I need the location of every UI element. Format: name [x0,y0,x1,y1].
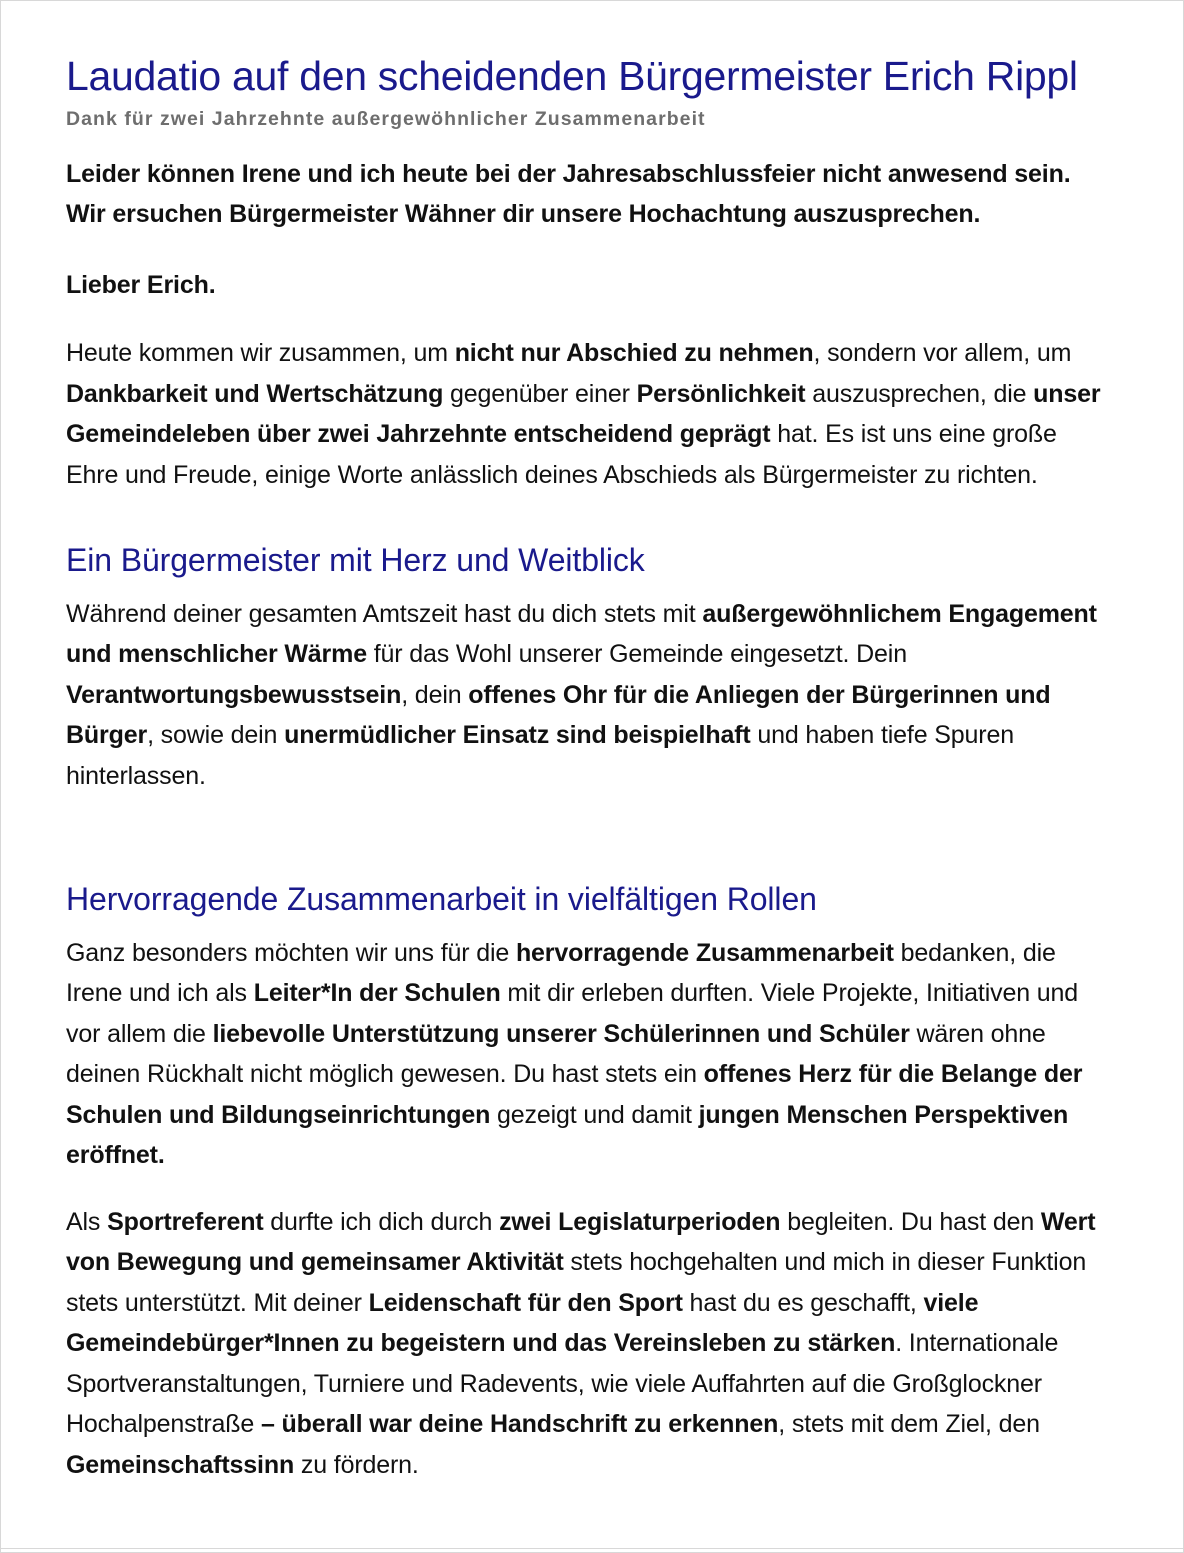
section-heading-1: Ein Bürgermeister mit Herz und Weitblick [66,542,645,579]
intro-paragraph: Heute kommen wir zusammen, um nicht nur Abschied zu nehmen, sondern vor allem, um Dankbarkeit und Wertschätzung gegenüber einer Persönlichkeit auszusprechen, die unser Gemeindeleben über zwei Jahrzehnte entscheidend geprägt hat. Es ist uns eine große Ehre und Freude, einige Worte anlässlich deines Abschieds als Bürgermeister zu richten. [66,339,1101,489]
page-subtitle: Dank für zwei Jahrzehnte außergewöhnlicher Zusammenarbeit [66,107,706,130]
section-1-paragraph-1: Während deiner gesamten Amtszeit hast du dich stets mit außergewöhnlichem Engagement und menschlicher Wärme für das Wohl unserer Gemeinde eingesetzt. Dein Verantwortungsbewusstsein, dein offenes Ohr für die Anliegen der Bürgerinnen und Bürger, sowie dein unermüdlicher Einsatz sind beispielhaft und haben tiefe Spuren hinterlassen. [66,599,1097,790]
paragraph-spacer [66,822,1114,878]
lead-paragraph: Leider können Irene und ich heute bei der Jahresabschlussfeier nicht anwesend sein. Wir ersuchen Bürgermeister Wähner dir unsere Hochachtung auszusprechen. [66,159,1071,229]
page-title: Laudatio auf den scheidenden Bürgermeister Erich Rippl [66,53,1078,99]
salutation-paragraph: Lieber Erich. [66,270,216,299]
section-heading-2: Hervorragende Zusammenarbeit in vielfältigen Rollen [66,881,817,918]
section-2-paragraph-1: Ganz besonders möchten wir uns für die hervorragende Zusammenarbeit bedanken, die Irene und ich als Leiter*In der Schulen mit dir erleben durften. Viele Projekte, Initiativen und vor allem die liebevolle Unterstützung unserer Schülerinnen und Schüler wären ohne deinen Rückhalt nicht möglich gewesen. Du hast stets ein offenes Herz für die Belange der Schulen und Bildungseinrichtungen gezeigt und damit jungen Menschen Perspektiven eröffnet. [66,938,1083,1170]
section-2-paragraph-2: Als Sportreferent durfte ich dich durch zwei Legislaturperioden begleiten. Du hast den Wert von Bewegung und gemeinsamer Aktivität stets hochgehalten und mich in dieser Funktion stets unterstützt. Mit deiner Leidenschaft für den Sport hast du es geschafft, viele Gemeindebürger*Innen zu begeistern und das Vereinsleben zu stärken. Internationale Sportveranstaltungen, Turniere und Radevents, wie viele Auffahrten auf die Großglockner Hochalpenstraße – überall war deine Handschrift zu erkennen, stets mit dem Ziel, den Gemeinschaftssinn zu fördern. [66,1207,1096,1479]
document-content [66,53,1114,1511]
page-bottom-rule [1,1548,1183,1549]
